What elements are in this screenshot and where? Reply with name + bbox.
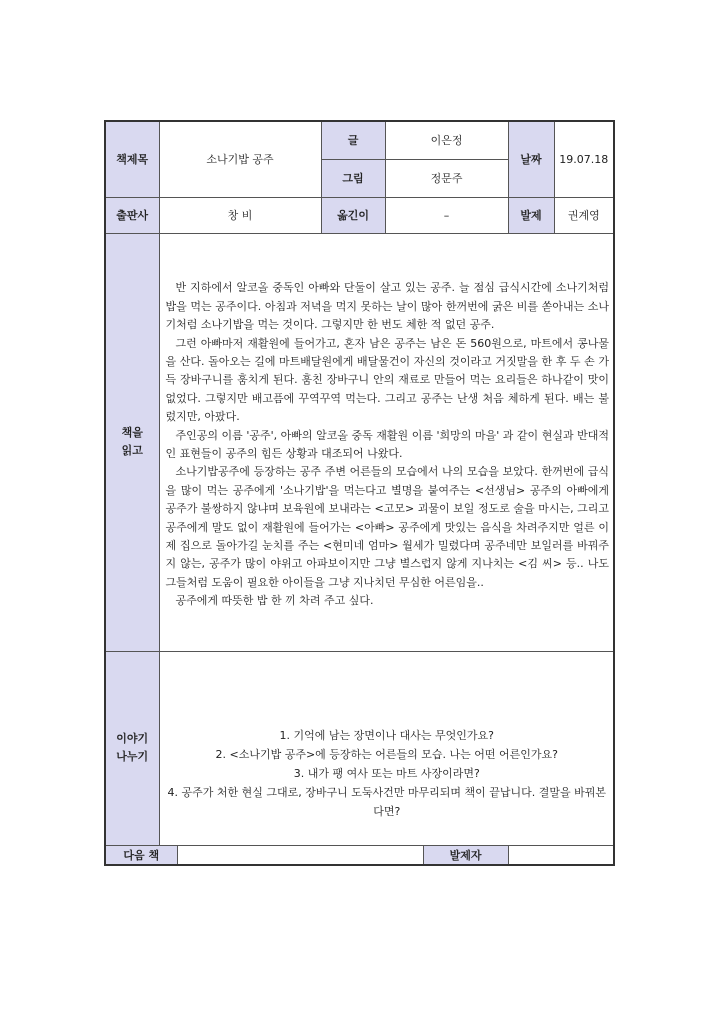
reading-paragraph: 주인공의 이름 '공주', 아빠의 알코올 중독 재활원 이름 '희망의 마을' 과 같이 현실과 반대적인 표현들이 공주의 힘든 상황과 대조되어 나왔다.: [165, 428, 610, 460]
publisher-value: 창 비: [159, 197, 321, 233]
reading-paragraph: 그런 아빠마저 재활원에 들어가고, 혼자 남은 공주는 남은 돈 560원으로, 마트에서 콩나물을 산다. 돌아오는 길에 마트배달원에게 배달물건이 자신의 것이라고 거짓말을 한 후 두 손 가득 장바구니를 훔치게 된다. 훔친 장바구니 안의 재료로 만들어 먹는 요리들은 하나같이 맛이 없었다. 그렇지만 배고픔에 꾸역꾸역 먹는다. 그리고 공주는 난생 처음 체하게 된다. 배는 불렀지만, 아팠다.: [165, 336, 610, 424]
discussion-label-line2: 나누기: [116, 750, 149, 763]
discussion-question: 4. 공주가 처한 현실 그대로, 장바구니 도둑사건만 마무리되며 책이 끝납니다. 결말을 바꿔본다면?: [167, 785, 606, 818]
reading-paragraph: 공주에게 따뜻한 밥 한 끼 차려 주고 싶다.: [175, 594, 374, 608]
date-value: 19.07.18: [554, 121, 614, 197]
date-label: 날짜: [508, 121, 554, 197]
discussion-content: [159, 651, 614, 845]
author-value: 이은정: [385, 121, 508, 159]
reading-label-line1: 책을: [121, 426, 143, 439]
presenter-label: 발제: [508, 197, 554, 233]
discussion-label-line1: 이야기: [116, 732, 149, 745]
reading-paragraph: 반 지하에서 알코올 중독인 아빠와 단둘이 살고 있는 공주. 늘 점심 급식시간에 소나기처럼 밥을 먹는 공주이다. 아침과 저녁을 먹지 못하는 날이 많아 한꺼번에 굵은 비를 쏟아내는 소나기처럼 소나기밥을 먹는 것이다. 그렇지만 한 번도 체한 적 없던 공주.: [165, 281, 610, 332]
next-book-value[interactable]: [177, 845, 423, 865]
book-report-form: [104, 120, 615, 866]
publisher-label: 출판사: [105, 197, 159, 233]
discussion-question: 2. <소나기밥 공주>에 등장하는 어른들의 모습. 나는 어떤 어른인가요?: [215, 747, 559, 761]
presenter-value: 권계영: [554, 197, 614, 233]
translator-value: –: [385, 197, 508, 233]
footer-presenter-value[interactable]: [508, 845, 614, 865]
next-book-label: 다음 책: [105, 845, 177, 865]
discussion-question: 1. 기억에 남는 장면이나 대사는 무엇인가요?: [279, 728, 494, 742]
reading-label: [105, 233, 159, 651]
reading-paragraph: 소나기밥공주에 등장하는 공주 주변 어른들의 모습에서 나의 모습을 보았다. 한꺼번에 급식을 많이 먹는 공주에게 '소나기밥'을 먹는다고 별명을 붙여주는 <선생님> 공주의 아빠에게 공주가 불쌍하지 않냐며 보육원에 보내라는 <고모> 괴물이 보일 정도로 술을 마시는, 그리고 공주에게 말도 없이 재활원에 들어가는 <아빠> 공주에게 맛있는 음식을 차려주지만 얼른 이제 집으로 돌아가길 눈치를 주는 <현미네 엄마> 월세가 밀렸다며 공주네만 보일러를 바꿔주지 않는, 공주가 많이 야위고 아파보이지만 그냥 별스럽지 않게 지나치는 <김 씨> 등.. 나도 그들처럼 도움이 필요한 아이들을 그냥 지나치던 무심한 어른임을..: [165, 465, 610, 589]
title-value: 소나기밥 공주: [159, 121, 321, 197]
title-label: 책제목: [105, 121, 159, 197]
author-label: 글: [321, 121, 385, 159]
footer-presenter-label: 발제자: [423, 845, 508, 865]
discussion-question: 3. 내가 팽 여사 또는 마트 사장이라면?: [293, 766, 480, 780]
reading-label-line2: 읽고: [121, 444, 143, 457]
reading-content: [159, 233, 614, 651]
translator-label: 옮긴이: [321, 197, 385, 233]
illustrator-label: 그림: [321, 159, 385, 197]
illustrator-value: 정문주: [385, 159, 508, 197]
discussion-label: [105, 651, 159, 845]
